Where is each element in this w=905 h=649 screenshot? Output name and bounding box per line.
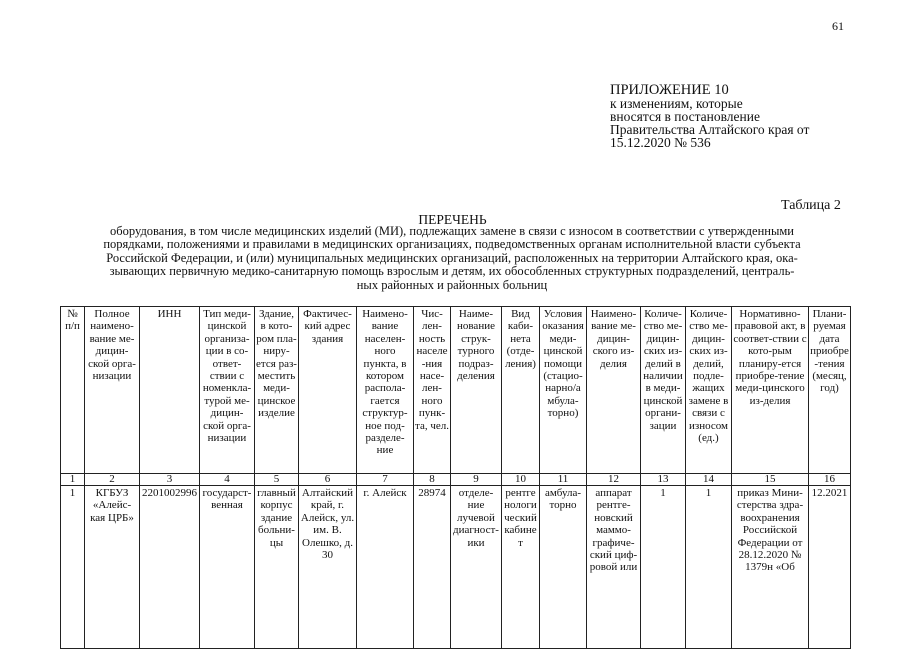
- column-number: 1: [61, 474, 85, 486]
- table-cell: КГБУЗ «Алейс-кая ЦРБ»: [85, 486, 140, 649]
- table-cell: г. Алейск: [357, 486, 414, 649]
- table-label: Таблица 2: [781, 198, 841, 213]
- appendix-line: Правительства Алтайского края от: [610, 122, 810, 137]
- column-header: Фактичес-кий адрес здания: [299, 307, 357, 474]
- appendix-line: 15.12.2020 № 536: [610, 135, 711, 150]
- table-cell: 1: [641, 486, 686, 649]
- column-header: Вид каби-нета (отде-ления): [502, 307, 540, 474]
- table-cell: 1: [61, 486, 85, 649]
- column-number: 14: [686, 474, 732, 486]
- table-cell: амбула-торно: [540, 486, 587, 649]
- column-header: Полное наимено-вание ме-дицин-ской орга-низации: [85, 307, 140, 474]
- table-cell: приказ Мини-стерства здра-воохранения Российской Федерации от 28.12.2020 № 1379н «Об: [732, 486, 809, 649]
- column-number-row: [61, 474, 851, 486]
- appendix-block: [610, 84, 860, 149]
- intro-line: оборудования, в том числе медицинских изделий (МИ), подлежащих замене в связи с износом в соответствии с утвержденными: [110, 224, 794, 238]
- document-heading: ПЕРЕЧЕНЬ: [418, 212, 487, 227]
- column-number: 12: [587, 474, 641, 486]
- table-header-row: [61, 307, 851, 474]
- column-header: Здание, в кото-ром пла-ниру-ется раз-местить меди-цинское изделие: [255, 307, 299, 474]
- column-number: 15: [732, 474, 809, 486]
- table-cell: аппарат рентге-новский маммо-графиче-ский циф-ровой или: [587, 486, 641, 649]
- column-header: Чис-лен-ность населе-ния насе-лен-ного пунк-та, чел.: [414, 307, 451, 474]
- column-header: Наимено-вание населен-ного пункта, в котором распола-гается структур-ное под-разделе-ние: [357, 307, 414, 474]
- column-header: Наимено-вание ме-дицин-ского из-делия: [587, 307, 641, 474]
- column-number: 11: [540, 474, 587, 486]
- column-number: 7: [357, 474, 414, 486]
- column-number: 16: [809, 474, 851, 486]
- intro-text: [57, 225, 847, 292]
- intro-line: порядками, положениями и правилами в медицинских организациях, подведомственных органам исполнительной власти субъекта: [103, 237, 801, 252]
- table-cell: государст-венная: [200, 486, 255, 649]
- column-number: 13: [641, 474, 686, 486]
- column-header: Нормативно-правовой акт, в соответ-ствии с кото-рым планиру-ется приобре-тение меди-цинского из-делия: [732, 307, 809, 474]
- column-number: 6: [299, 474, 357, 486]
- column-header: Количе-ство ме-дицин-ских из-делий, подле-жащих замене в связи с износом (ед.): [686, 307, 732, 474]
- table-cell: рентге нологи ческий кабине т: [502, 486, 540, 649]
- intro-line: зывающих первичную медико-санитарную помощь взрослым и детям, их обособленных структурных подразделений, централь-: [109, 264, 795, 279]
- intro-line: ных районных и районных больниц: [356, 277, 548, 292]
- table-cell: 1: [686, 486, 732, 649]
- column-number: 3: [140, 474, 200, 486]
- column-header: Количе-ство ме-дицин-ских из-делий в наличии в меди-цинской органи-зации: [641, 307, 686, 474]
- equipment-table: [60, 306, 851, 649]
- column-number: 9: [451, 474, 502, 486]
- column-number: 4: [200, 474, 255, 486]
- column-header: Условия оказания меди-цинской помощи (стацио-нарно/а мбула-торно): [540, 307, 587, 474]
- table-cell: Алтайский край, г. Алейск, ул. им. В. Олешко, д. 30: [299, 486, 357, 649]
- column-header: Плани-руемая дата приобре-тения (месяц, год): [809, 307, 851, 474]
- intro-line: Российской Федерации, и (или) муниципальных медицинских организаций, расположенных на территории Алтайского края, ока-: [106, 250, 798, 265]
- table-row: [61, 486, 851, 649]
- table-cell: 28974: [414, 486, 451, 649]
- page-number: 61: [832, 19, 844, 33]
- column-header: Наиме-нование струк-турного подраз-деления: [451, 307, 502, 474]
- table-cell: отделе-ние лучевой диагност-ики: [451, 486, 502, 649]
- column-header: Тип меди-цинской организа-ции в со-ответ-ствии с номенкла-турой ме-дицин-ской орга-низации: [200, 307, 255, 474]
- appendix-line: вносятся в постановление: [610, 109, 760, 124]
- table-cell: 12.2021: [809, 486, 851, 649]
- column-number: 8: [414, 474, 451, 486]
- column-header: № п/п: [61, 307, 85, 474]
- appendix-line: к изменениям, которые: [610, 96, 743, 111]
- column-header: ИНН: [140, 307, 200, 474]
- column-number: 10: [502, 474, 540, 486]
- column-number: 2: [85, 474, 140, 486]
- appendix-title: ПРИЛОЖЕНИЕ 10: [610, 82, 729, 98]
- table-cell: 2201002996: [140, 486, 200, 649]
- column-number: 5: [255, 474, 299, 486]
- table-cell: главный корпус здание больни-цы: [255, 486, 299, 649]
